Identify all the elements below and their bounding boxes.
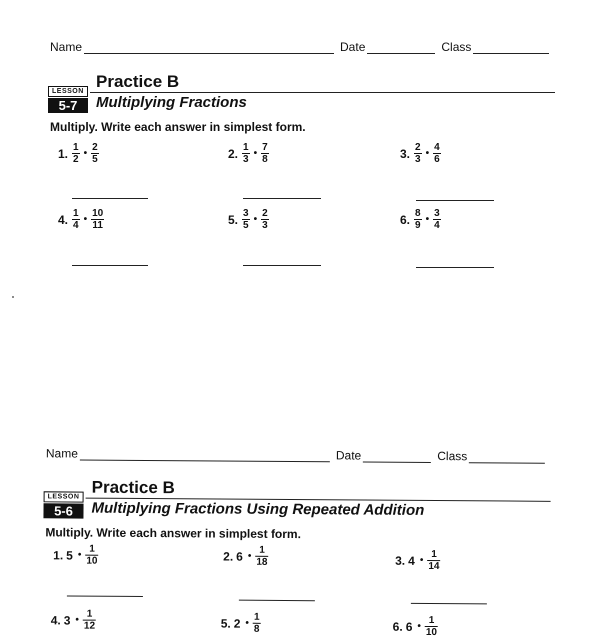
header-fields [50, 40, 555, 54]
numerator: 1 [86, 608, 93, 620]
denominator: 10 [86, 555, 98, 567]
numerator: 10 [92, 208, 104, 219]
fraction-b [91, 142, 99, 165]
name-label: Name [50, 40, 83, 54]
numerator: 1 [73, 142, 79, 153]
topic-title: Multiplying Fractions [96, 94, 247, 111]
multiply-dot: • [75, 614, 80, 626]
whole-number: 4 [408, 553, 415, 568]
denominator: 6 [434, 154, 440, 165]
denominator: 4 [73, 220, 79, 231]
multiply-dot: • [77, 549, 82, 561]
date-field[interactable] [363, 450, 431, 463]
multiply-dot: • [417, 620, 421, 632]
fraction-b [261, 208, 269, 231]
problem-number: 1. [58, 146, 69, 161]
worksheet-bottom [0, 440, 603, 639]
denominator: 3 [243, 154, 249, 165]
name-label: Name [45, 446, 78, 461]
problem-number: 1. [53, 547, 64, 562]
problem-1 [53, 543, 100, 566]
multiply-dot: • [245, 617, 249, 629]
answer-line-3[interactable] [411, 603, 487, 605]
class-label: Class [441, 40, 472, 54]
fraction-b [425, 615, 438, 638]
numerator: 2 [92, 142, 98, 153]
answer-line-3[interactable] [416, 200, 494, 201]
problem-number: 2. [223, 549, 234, 564]
denominator: 4 [434, 220, 440, 231]
lesson-badge [43, 485, 83, 518]
fraction-a [242, 142, 250, 165]
whole-number: 3 [63, 612, 71, 627]
problem-4 [51, 608, 98, 631]
numerator: 1 [259, 544, 265, 556]
denominator: 2 [73, 154, 79, 165]
fraction-b [427, 549, 440, 572]
answer-line-2[interactable] [243, 198, 321, 199]
problem-6 [393, 615, 440, 638]
multiply-dot: • [83, 148, 88, 159]
denominator: 3 [262, 220, 268, 231]
name-field[interactable] [84, 41, 334, 54]
fraction-b [433, 142, 441, 165]
answer-line-6[interactable] [416, 267, 494, 268]
multiply-dot: • [419, 554, 424, 566]
fraction-a [72, 208, 80, 231]
answer-line-5[interactable] [243, 265, 321, 266]
answer-line-1[interactable] [72, 198, 148, 199]
multiply-dot: • [425, 148, 430, 159]
problem-2 [223, 545, 270, 568]
lesson-tag: LESSON [48, 86, 88, 97]
numerator: 3 [243, 208, 249, 219]
multiply-dot: • [253, 214, 258, 225]
multiply-dot: • [83, 214, 88, 225]
problem-number: 6. [392, 619, 403, 634]
title-rule [90, 92, 555, 93]
numerator: 2 [262, 208, 268, 219]
denominator: 18 [256, 556, 268, 568]
numerator: 1 [89, 543, 95, 555]
denominator: 3 [415, 154, 421, 165]
whole-number: 6 [405, 619, 413, 634]
numerator: 4 [434, 142, 440, 153]
whole-number: 2 [233, 616, 241, 631]
problem-3 [395, 549, 442, 572]
fraction-a [414, 208, 422, 231]
problem-5 [228, 208, 270, 231]
numerator: 3 [434, 208, 440, 219]
numerator: 8 [415, 208, 421, 219]
numerator: 1 [243, 142, 249, 153]
problem-3 [400, 142, 442, 165]
whole-number: 6 [236, 549, 243, 564]
numerator: 1 [73, 208, 79, 219]
fraction-a [414, 142, 422, 165]
numerator: 2 [415, 142, 421, 153]
paper-speck [12, 296, 14, 298]
fraction-b [91, 208, 104, 231]
name-field[interactable] [80, 448, 330, 463]
problem-number: 5. [220, 616, 231, 631]
lesson-badge [48, 80, 88, 113]
problem-5 [221, 612, 262, 635]
problem-4 [58, 208, 105, 231]
date-field[interactable] [367, 41, 435, 54]
class-field[interactable] [469, 450, 545, 464]
whole-number: 5 [66, 547, 73, 563]
class-label: Class [437, 449, 468, 464]
fraction-b [255, 545, 268, 568]
denominator: 11 [92, 220, 103, 231]
fraction-b [253, 612, 261, 635]
problem-2 [228, 142, 270, 165]
problem-number: 3. [395, 553, 406, 568]
fraction-a [72, 142, 80, 165]
lesson-tag: LESSON [44, 491, 84, 502]
numerator: 7 [262, 142, 268, 153]
fraction-b [261, 142, 269, 165]
date-label: Date [340, 40, 366, 54]
lesson-number: 5-7 [48, 98, 88, 113]
header-fields [46, 446, 551, 464]
numerator: 1 [431, 549, 437, 561]
answer-line-2[interactable] [239, 600, 315, 602]
fraction-b [83, 609, 96, 632]
lesson-number: 5-6 [43, 503, 83, 518]
problem-number: 4. [50, 612, 61, 627]
class-field[interactable] [473, 41, 549, 54]
problem-1 [58, 142, 100, 165]
fraction-a [242, 208, 250, 231]
problem-6 [400, 208, 442, 231]
problem-number: 2. [228, 146, 239, 161]
instructions: Multiply. Write each answer in simplest form. [45, 525, 302, 542]
denominator: 12 [83, 620, 96, 632]
instructions: Multiply. Write each answer in simplest form. [50, 120, 306, 134]
denominator: 8 [262, 154, 268, 165]
answer-line-1[interactable] [67, 595, 143, 597]
answer-line-4[interactable] [72, 265, 148, 266]
fraction-b [85, 544, 98, 567]
multiply-dot: • [425, 214, 430, 225]
topic-title: Multiplying Fractions Using Repeated Addition [91, 499, 425, 519]
denominator: 8 [253, 623, 260, 635]
multiply-dot: • [247, 550, 252, 562]
problem-number: 6. [400, 212, 411, 227]
multiply-dot: • [253, 148, 258, 159]
denominator: 14 [428, 560, 440, 573]
denominator: 9 [415, 220, 421, 231]
numerator: 1 [428, 614, 435, 627]
practice-title: Practice B [91, 477, 175, 498]
problem-number: 4. [58, 212, 69, 227]
problem-number: 3. [400, 146, 411, 161]
problem-number: 5. [228, 212, 239, 227]
numerator: 1 [253, 611, 260, 623]
denominator: 10 [425, 626, 438, 639]
practice-title: Practice B [96, 72, 180, 91]
date-label: Date [335, 448, 362, 463]
denominator: 5 [92, 154, 98, 165]
fraction-b [433, 208, 441, 231]
denominator: 5 [243, 220, 249, 231]
